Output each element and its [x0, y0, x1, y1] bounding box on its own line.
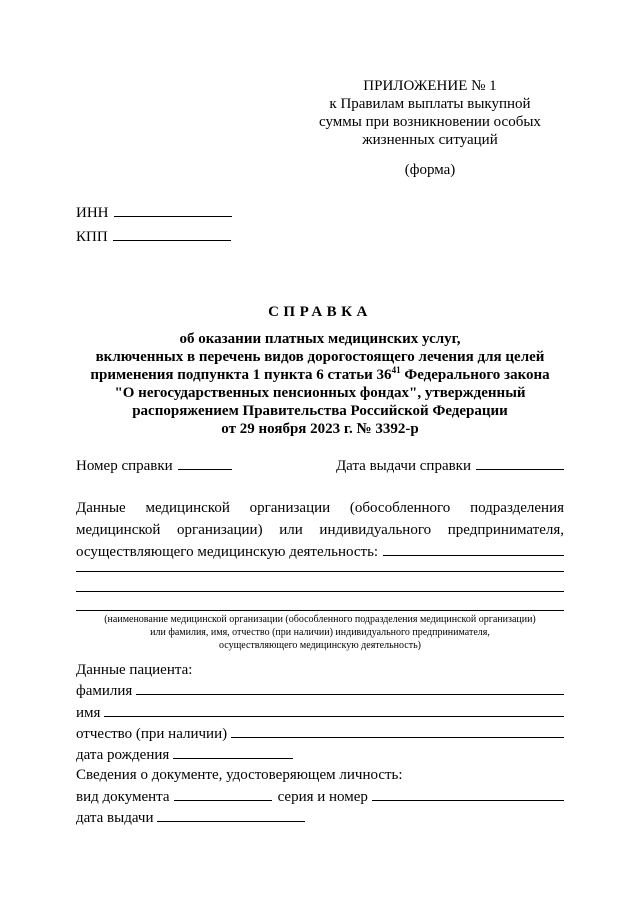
- organization-text: Данные медицинской организации (обособленного подразделения: [76, 500, 564, 516]
- patronymic-row: [76, 723, 564, 744]
- organization-name-line[interactable]: [76, 591, 564, 592]
- document-title: СПРАВКА: [268, 304, 372, 320]
- inn-field[interactable]: [114, 202, 232, 217]
- certificate-issue-date: [336, 455, 564, 475]
- name-label: имя: [76, 704, 101, 721]
- doc-type-field[interactable]: [174, 786, 272, 801]
- doc-type-label: вид документа: [76, 788, 170, 805]
- subtitle-text: Федерального закона: [400, 367, 550, 383]
- series-number-label: серия и номер: [277, 788, 368, 805]
- kpp-row: [76, 225, 232, 249]
- name-row: [76, 702, 564, 723]
- organization-text-label: осуществляющего медицинскую деятельность:: [76, 544, 379, 560]
- certificate-number-field[interactable]: [178, 455, 232, 470]
- subtitle-superscript: 41: [391, 365, 401, 375]
- surname-label: фамилия: [76, 683, 133, 700]
- appendix-header: [300, 77, 560, 179]
- document-subtitle: [76, 330, 564, 438]
- birth-date-row: [76, 744, 564, 765]
- certificate-issue-date-field[interactable]: [476, 455, 564, 470]
- patronymic-field[interactable]: [231, 723, 564, 738]
- doc-issue-date-field[interactable]: [157, 807, 305, 822]
- subtitle-line: "О негосударственных пенсионных фондах", утвержденный: [114, 385, 526, 401]
- appendix-line: к Правилам выплаты выкупной: [329, 96, 531, 112]
- organization-text: [76, 541, 564, 563]
- patient-heading: Данные пациента:: [76, 662, 193, 678]
- organization-name-field[interactable]: [383, 541, 564, 556]
- name-field[interactable]: [104, 702, 564, 717]
- organization-name-line[interactable]: [76, 610, 564, 611]
- subtitle-text: применения подпункта 1 пункта 6 статьи 36: [90, 367, 392, 383]
- organization-name-line[interactable]: [76, 571, 564, 572]
- caption-line: (наименование медицинской организации (обособленного подразделения медицинской организации): [104, 614, 536, 625]
- doc-issue-date-row: [76, 807, 564, 828]
- certificate-number: [76, 455, 232, 475]
- id-document-row: [76, 786, 564, 807]
- doc-issue-date-label: дата выдачи: [76, 810, 154, 827]
- caption-line: или фамилия, имя, отчество (при наличии) индивидуального предпринимателя,: [150, 627, 490, 638]
- subtitle-line: распоряжением Правительства Российской Федерации: [132, 403, 508, 419]
- inn-label: ИНН: [76, 205, 109, 221]
- patronymic-label: отчество (при наличии): [76, 725, 228, 742]
- subtitle-line: [76, 366, 564, 384]
- tax-codes: [76, 201, 232, 249]
- subtitle-line: от 29 ноября 2023 г. № 3392-р: [221, 421, 419, 437]
- appendix-line: суммы при возникновении особых: [319, 114, 541, 130]
- inn-row: [76, 201, 232, 225]
- patient-section: [76, 660, 564, 828]
- appendix-line: жизненных ситуаций: [362, 132, 498, 148]
- organization-caption: [76, 613, 564, 652]
- subtitle-line: включенных в перечень видов дорогостоящего лечения для целей: [95, 349, 545, 365]
- surname-row: [76, 680, 564, 701]
- certificate-number-label: Номер справки: [76, 458, 173, 474]
- series-number-field[interactable]: [372, 786, 564, 801]
- birth-date-label: дата рождения: [76, 747, 170, 764]
- appendix-title: ПРИЛОЖЕНИЕ № 1: [363, 78, 497, 94]
- caption-line: осуществляющего медицинскую деятельность): [219, 640, 421, 651]
- birth-date-field[interactable]: [173, 744, 293, 759]
- id-document-heading: Сведения о документе, удостоверяющем личность:: [76, 767, 403, 784]
- form-mark: (форма): [404, 162, 456, 178]
- surname-field[interactable]: [136, 680, 564, 695]
- certificate-number-row: [76, 455, 564, 475]
- organization-section: [76, 497, 564, 563]
- kpp-field[interactable]: [113, 226, 231, 241]
- organization-text: медицинской организации) или индивидуального предпринимателя,: [76, 522, 564, 538]
- certificate-issue-date-label: Дата выдачи справки: [335, 458, 471, 474]
- subtitle-line: об оказании платных медицинских услуг,: [179, 331, 461, 347]
- kpp-label: КПП: [76, 229, 108, 245]
